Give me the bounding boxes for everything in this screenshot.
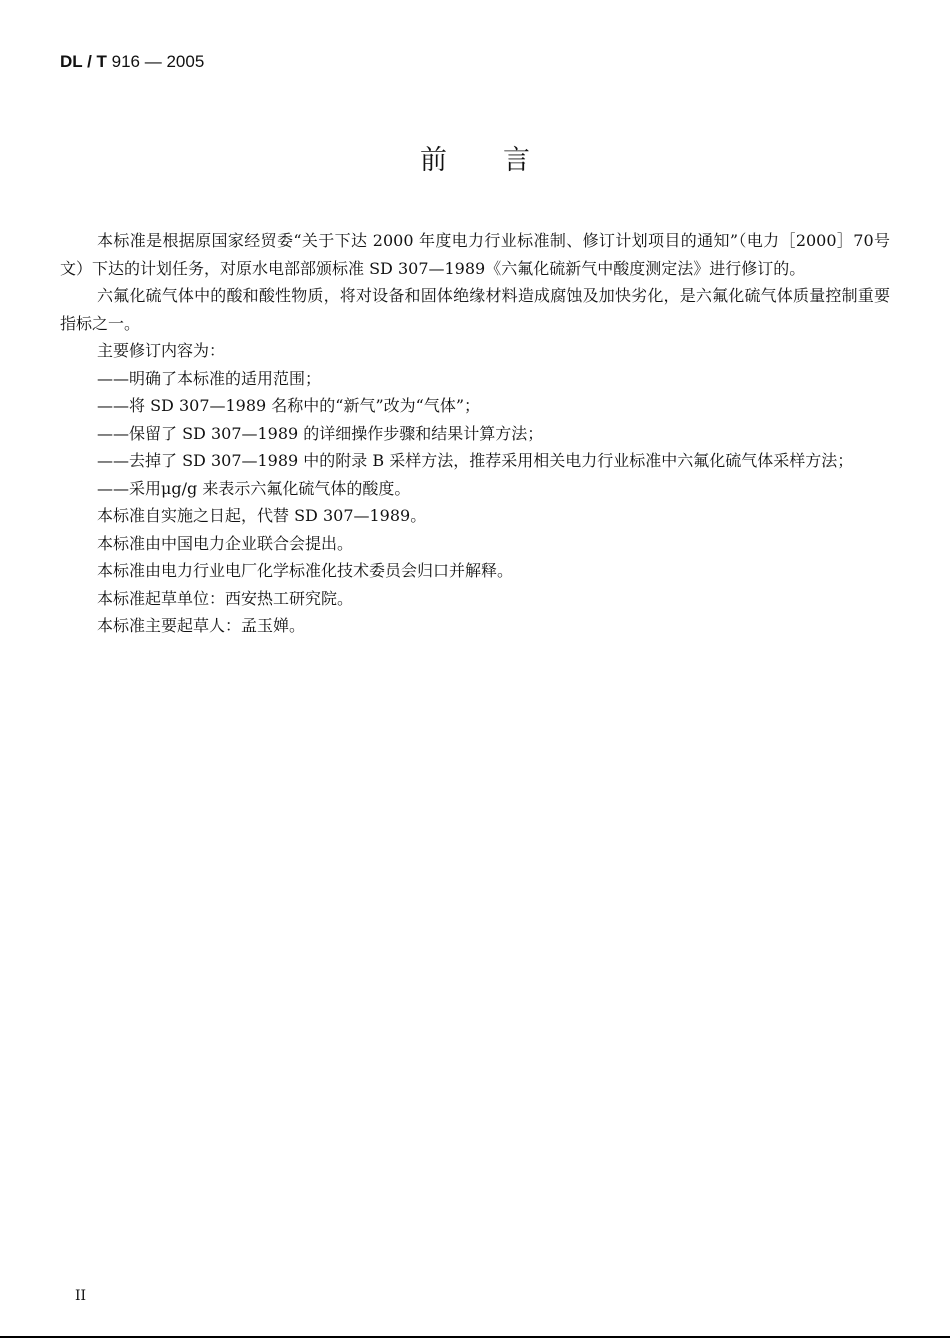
- revision-item: ——将 SD 307—1989 名称中的“新气”改为“气体”；: [97, 396, 481, 415]
- revision-item: ——去掉了 SD 307—1989 中的附录 B 采样方法，推荐采用相关电力行业标准中六氟化硫气体采样方法；: [97, 451, 854, 470]
- revision-item: ——保留了 SD 307—1989 的详细操作步骤和结果计算方法；: [97, 423, 544, 443]
- page-number: II: [75, 1288, 87, 1304]
- paragraph-purpose: 六氟化硫气体中的酸和酸性物质，将对设备和固体绝缘材料造成腐蚀及加快劣化，是六氟化硫气体质量控制重要指标之一。: [60, 286, 890, 333]
- page-title: 前言: [420, 145, 586, 176]
- revision-item: ——采用μg/g 来表示六氟化硫气体的酸度。: [97, 478, 411, 498]
- paragraph-drafting-unit: 本标准起草单位：西安热工研究院。: [97, 588, 354, 608]
- footer-divider: [0, 1336, 950, 1338]
- paragraph-proposer: 本标准由中国电力企业联合会提出。: [97, 533, 354, 553]
- document-code: [60, 52, 204, 72]
- paragraph-revisions-intro: 主要修订内容为：: [97, 341, 226, 360]
- paragraph-replaces: 本标准自实施之日起，代替 SD 307—1989。: [97, 506, 427, 525]
- paragraph-drafter: 本标准主要起草人：孟玉婵。: [97, 616, 306, 635]
- revision-item: ——明确了本标准的适用范围；: [97, 368, 322, 388]
- standard-number: 916 — 2005: [106, 52, 205, 71]
- paragraph-basis: 本标准是根据原国家经贸委“关于下达 2000 年度电力行业标准制、修订计划项目的通知”（电力［2000］70号文）下达的计划任务，对原水电部部颁标准 SD 307—1989《六氟化硫新气中酸度测定法》进行修订的。: [60, 231, 890, 278]
- paragraph-interpreter: 本标准由电力行业电厂化学标准化技术委员会归口并解释。: [97, 561, 514, 580]
- foreword-body: [60, 227, 890, 640]
- standard-prefix: DL / T: [60, 52, 107, 71]
